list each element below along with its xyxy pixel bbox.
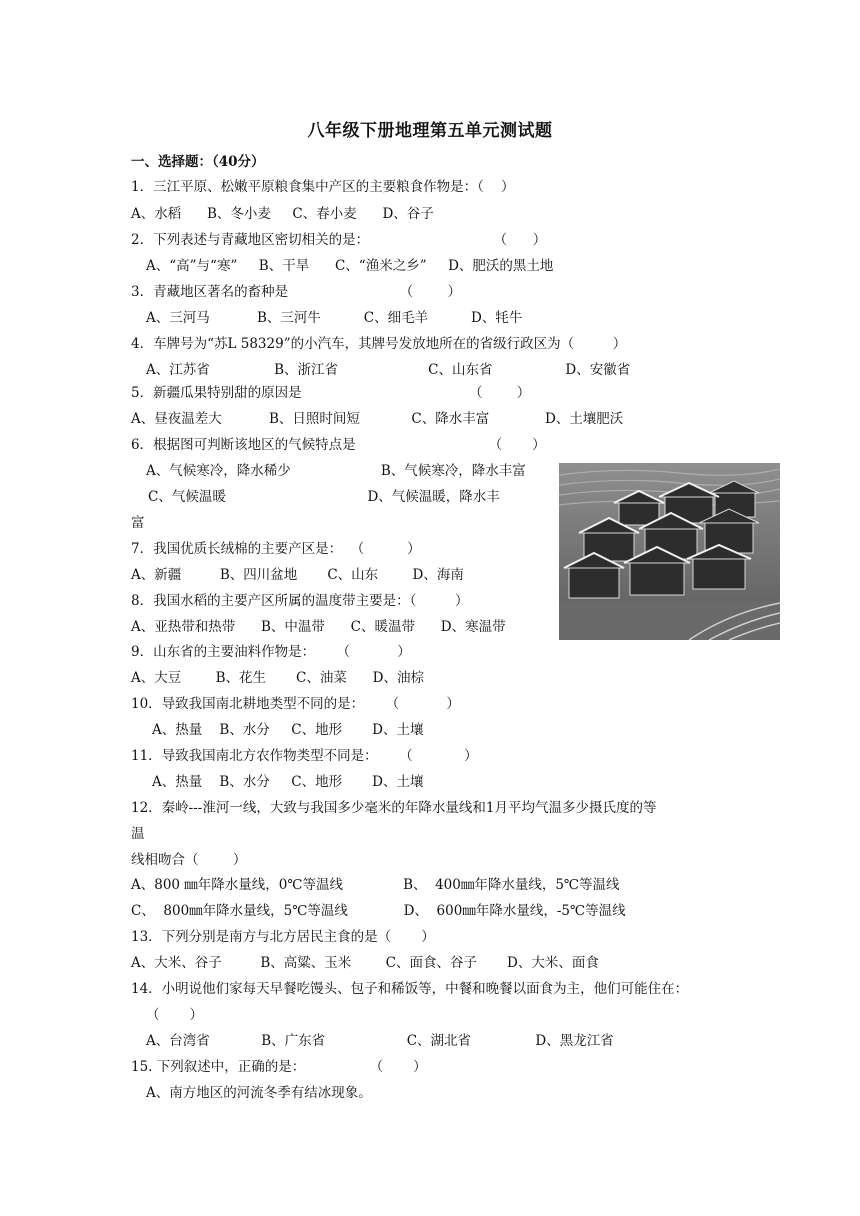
question-11-options: A、热量 B、水分 C、地形 D、土壤 xyxy=(152,774,424,790)
question-4: 4．车牌号为“苏L 58329”的小汽车，其牌号发放地所在的省级行政区为（ ） xyxy=(131,336,627,352)
question-2-options: A、“高”与“寒” B、干旱 C、“渔米之乡” D、肥沃的黑土地 xyxy=(146,258,554,274)
question-15: 15. 下列叙述中，正确的是： （ ） xyxy=(131,1059,427,1075)
question-13-options: A、大米、谷子 B、高粱、玉米 C、面食、谷子 D、大米、面食 xyxy=(131,955,599,971)
question-2: 2．下列表述与青藏地区密切相关的是： （ ） xyxy=(131,232,547,248)
question-11: 11．导致我国南北方农作物类型不同是： （ ） xyxy=(131,748,478,764)
question-10: 10．导致我国南北耕地类型不同的是： （ ） xyxy=(131,696,460,712)
page-title: 八年级下册地理第五单元测试题 xyxy=(307,121,553,141)
question-14-bracket: （ ） xyxy=(146,1007,204,1023)
question-7: 7．我国优质长绒棉的主要产区是： （ ） xyxy=(131,541,421,557)
question-6-options-ab: A、气候寒冷，降水稀少 B、气候寒冷，降水丰富 xyxy=(146,463,526,479)
question-1: 1．三江平原、松嫩平原粮食集中产区的主要粮食作物是：（ ） xyxy=(131,179,515,195)
question-14-options: A、台湾省 B、广东省 C、湖北省 D、黑龙江省 xyxy=(146,1033,614,1049)
question-9: 9．山东省的主要油料作物是： （ ） xyxy=(131,644,411,660)
question-12-options-cd: C、 800㎜年降水量线，5℃等温线 D、 600㎜年降水量线，-5℃等温线 xyxy=(131,903,626,919)
question-1-options: A、水稻 B、冬小麦 C、春小麦 D、谷子 xyxy=(131,206,434,222)
question-3-options: A、三河马 B、三河牛 C、细毛羊 D、牦牛 xyxy=(146,310,523,326)
question-5: 5．新疆瓜果特别甜的原因是 （ ） xyxy=(131,385,531,401)
question-12-wrap-1: 温 xyxy=(131,826,145,842)
question-4-options: A、江苏省 B、浙江省 C、山东省 D、安徽省 xyxy=(146,362,631,378)
question-14: 14．小明说他们家每天早餐吃馒头、包子和稀饭等，中餐和晚餐以面食为主，他们可能住在： xyxy=(131,981,689,997)
question-9-options: A、大豆 B、花生 C、油菜 D、油棕 xyxy=(131,670,424,686)
section-heading: 一、选择题：（40分） xyxy=(131,154,265,170)
question-7-options: A、新疆 B、四川盆地 C、山东 D、海南 xyxy=(131,567,464,583)
question-3: 3．青藏地区著名的畜种是 （ ） xyxy=(131,284,461,300)
question-8: 8．我国水稻的主要产区所属的温度带主要是：（ ） xyxy=(131,593,469,609)
question-12-options-ab: A、800 ㎜年降水量线，0℃等温线 B、 400㎜年降水量线，5℃等温线 xyxy=(131,877,620,893)
question-6: 6．根据图可判断该地区的气候特点是 （ ） xyxy=(131,437,546,453)
question-12-wrap-2: 线相吻合（ ） xyxy=(131,852,247,868)
question-6-options-wrap: 富 xyxy=(131,515,145,531)
question-13: 13．下列分别是南方与北方居民主食的是（ ） xyxy=(131,929,435,945)
question-10-options: A、热量 B、水分 C、地形 D、土壤 xyxy=(152,722,424,738)
question-6-options-cd: C、气候温暖 D、气候温暖，降水丰 xyxy=(148,489,500,505)
village-photo xyxy=(559,463,780,640)
question-8-options: A、亚热带和热带 B、中温带 C、暖温带 D、寒温带 xyxy=(131,619,506,635)
question-12: 12．秦岭---淮河一线，大致与我国多少毫米的年降水量线和1月平均气温多少摄氏度的等 xyxy=(131,800,657,816)
question-15-option-a: A、南方地区的河流冬季有结冰现象。 xyxy=(146,1085,372,1101)
question-5-options: A、昼夜温差大 B、日照时间短 C、降水丰富 D、土壤肥沃 xyxy=(131,411,624,427)
